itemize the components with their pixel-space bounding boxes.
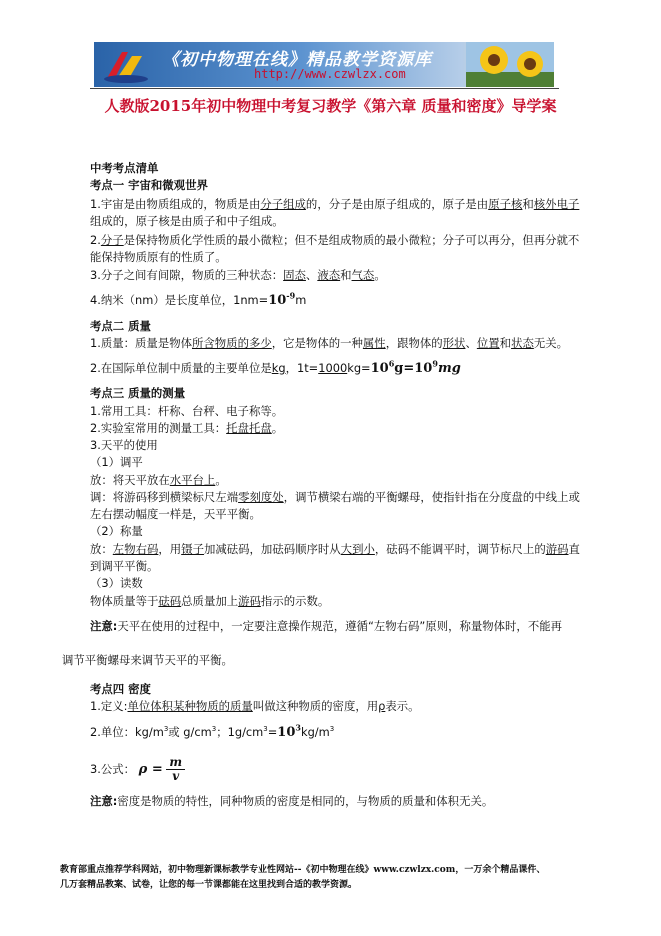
header-divider xyxy=(90,88,559,89)
density-fraction: $\frac{m}{v}$ xyxy=(166,756,185,783)
section-list-heading: 中考考点清单 xyxy=(90,161,159,175)
s3-weigh-line-2: 到调平平衡。 xyxy=(90,559,159,573)
s3-adjust-line-2: 左右摆动幅度一样是，天平平衡。 xyxy=(90,507,261,521)
page-footer xyxy=(60,863,605,893)
s3-line-3: 3.天平的使用 xyxy=(90,438,158,452)
section-2-heading: 考点二 质量 xyxy=(90,319,151,333)
s1-para-1-line-1: 1.宇宙是由物质组成的，物质是由分子组成的，分子是由原子组成的，原子是由原子核和核外电子 xyxy=(90,197,580,211)
s4-para-1: 1.定义:单位体积某种物质的质量叫做这种物质的密度，用ρ表示。 xyxy=(90,699,420,713)
density-formula-lhs: ρ = xyxy=(138,762,163,777)
s1-para-2: 2.分子是保持物质化学性质的最小微粒；但不是组成物质的最小微粒；分子可以再分，但再分就不能保持物质原有的性质了。 xyxy=(90,233,580,264)
banner-title: 《初中物理在线》精品教学资源库 xyxy=(162,50,432,70)
s1-para-4: 4.纳米（nm）是长度单位，$1nm=10^{-9}m$ xyxy=(90,290,307,308)
s3-line-2: 2.实验室常用的测量工具：托盘托盘。 xyxy=(90,421,284,435)
s3-put: 放：将天平放在水平台上。 xyxy=(90,473,227,487)
s3-note-line-2: 调节平衡螺母来调节天平的平衡。 xyxy=(62,653,233,667)
section-4-heading: 考点四 密度 xyxy=(90,682,151,696)
footer-line-2: 几万套精品教案、试卷，让您的每一节课都能在这里找到合适的教学资源。 xyxy=(60,880,358,890)
s3-sub-1: （1）调平 xyxy=(90,455,143,469)
s2-para-1: 1.质量：质量是物体所含物质的多少，它是物体的一种属性，跟物体的形状、位置和状态无关。 xyxy=(90,336,569,350)
section-1-heading: 考点一 宇宙和微观世界 xyxy=(90,178,208,192)
s4-note: 注意:密度是物质的特性，同种物质的密度是相同的，与物质的质量和体积无关。 xyxy=(90,794,494,808)
s3-sub-3: （3）读数 xyxy=(90,576,143,590)
section-3-heading: 考点三 质量的测量 xyxy=(90,386,186,400)
s1-para-3: 3.分子之间有间隙，物质的三种状态：固态、液态和气态。 xyxy=(90,268,386,282)
site-logo-icon xyxy=(102,46,150,84)
banner-url[interactable]: http://www.czwlzx.com xyxy=(254,67,406,81)
s3-sub-2: （2）称量 xyxy=(90,524,143,538)
s3-note-line-1: 注意:天平在使用的过程中，一定要注意操作规范，遵循“左物右码”原则，称量物体时，不能再 xyxy=(90,619,562,633)
page-title: 人教版2015年初中物理中考复习教学《第六章 质量和密度》导学案 xyxy=(104,97,557,115)
s3-read: 物体质量等于砝码总质量加上游码指示的示数。 xyxy=(90,594,330,608)
sunflower-image-icon xyxy=(466,42,554,87)
s4-para-2: 2.单位：$kg/m^3$或 $g/cm^3$；$1g/cm^3=10^3kg/m^3$ xyxy=(90,722,335,740)
s3-line-1: 1.常用工具：杆称、台秤、电子称等。 xyxy=(90,404,284,418)
s1-para-1-line-2: 组成的，原子核是由质子和中子组成。 xyxy=(90,214,284,228)
s2-para-2: 2.在国际单位制中质量的主要单位是kg，$1t=1000kg=10^6g=10^9mg$ xyxy=(90,358,461,376)
footer-line-1: 教育部重点推荐学科网站，初中物理新课标教学专业性网站--《初中物理在线》www.czwlzx.com，一万余个精品课件、 xyxy=(60,865,546,875)
s3-weigh-line-1: 放：左物右码，用镊子加减砝码，加砝码顺序时从大到小，砝码不能调平时，调节标尺上的游码直 xyxy=(90,542,580,556)
s3-adjust-line-1: 调：将游码移到横梁标尺左端零刻度处，调节横梁右端的平衡螺母，使指针指在分度盘的中线上或 xyxy=(90,490,580,504)
header-banner xyxy=(94,42,554,87)
s4-para-3: 3.公式： ρ = $\frac{m}{v}$ xyxy=(90,756,590,783)
